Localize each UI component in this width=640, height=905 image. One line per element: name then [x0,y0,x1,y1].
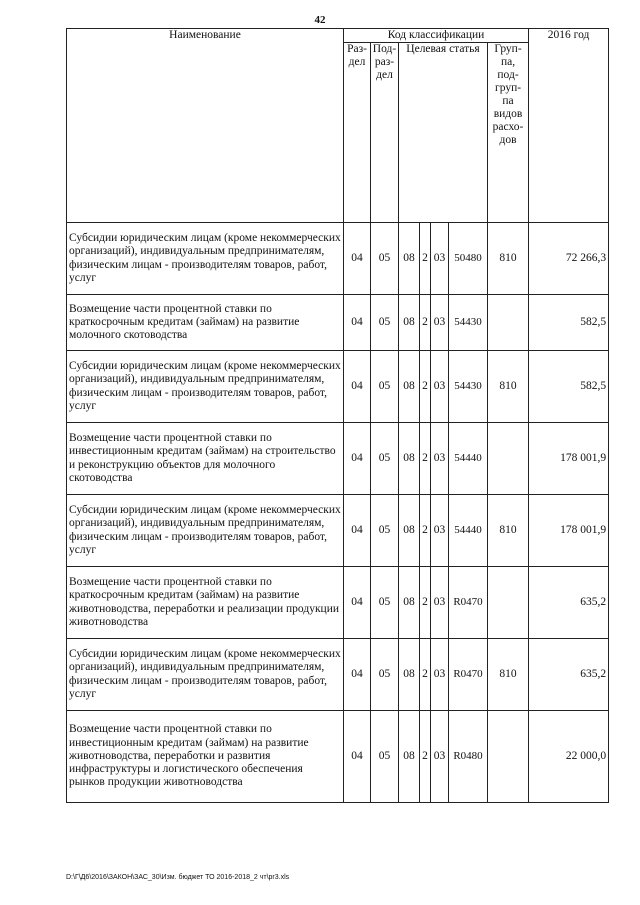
row-target-part4: 54430 [449,295,488,351]
table-row [67,223,609,295]
row-target-part2: 2 [420,223,431,295]
row-target-part3: 03 [431,639,449,711]
header-target: Целевая статья [399,43,488,223]
row-group: 810 [488,639,529,711]
header-group [488,43,529,223]
header-podrazdel-line: дел [376,69,393,81]
row-razdel: 04 [344,351,371,423]
row-target-part4: R0470 [449,639,488,711]
row-target-part1: 08 [399,567,420,639]
header-group-line: дов [499,134,517,146]
row-podrazdel: 05 [371,223,399,295]
row-podrazdel: 05 [371,639,399,711]
row-name: Субсидии юридическим лицам (кроме некоммерческих организаций), индивидуальным предпринимателям, физическим лицам - производителям товаров, работ, услуг [67,495,344,567]
row-amount: 582,5 [529,351,609,423]
header-razdel-lines [344,43,370,69]
row-target-part3: 03 [431,423,449,495]
row-group [488,567,529,639]
page-number: 42 [314,14,326,26]
table-row [67,423,609,495]
row-group [488,711,529,803]
row-name: Возмещение части процентной ставки по краткосрочным кредитам (займам) на развитие животноводства, переработки и реализации продукции животноводства [67,567,344,639]
row-name: Возмещение части процентной ставки по инвестиционным кредитам (займам) на развитие животноводства, переработки и развития инфраструктуры и логистического обеспечения рынков продукции животноводства [67,711,344,803]
row-name: Субсидии юридическим лицам (кроме некоммерческих организаций), индивидуальным предпринимателям, физическим лицам - производителям товаров, работ, услуг [67,351,344,423]
row-target-part3: 03 [431,223,449,295]
row-target-part3: 03 [431,351,449,423]
row-podrazdel: 05 [371,423,399,495]
row-target-part1: 08 [399,711,420,803]
row-name: Субсидии юридическим лицам (кроме некоммерческих организаций), индивидуальным предпринимателям, физическим лицам - производителям товаров, работ, услуг [67,223,344,295]
row-target-part2: 2 [420,711,431,803]
row-razdel: 04 [344,495,371,567]
table-row [67,639,609,711]
header-group-line: под- [497,69,519,81]
budget-table [66,28,609,803]
row-group [488,423,529,495]
row-amount: 582,5 [529,295,609,351]
header-group-lines [488,43,528,147]
row-podrazdel: 05 [371,495,399,567]
table-body [67,223,609,803]
row-amount: 22 000,0 [529,711,609,803]
row-group [488,295,529,351]
row-target-part2: 2 [420,495,431,567]
row-target-part2: 2 [420,295,431,351]
row-target-part4: 54440 [449,423,488,495]
header-year: 2016 год [529,29,609,223]
row-target-part4: 54430 [449,351,488,423]
row-podrazdel: 05 [371,351,399,423]
row-group: 810 [488,495,529,567]
header-group-line: расхо- [492,121,524,133]
table-row [67,567,609,639]
row-podrazdel: 05 [371,295,399,351]
row-podrazdel: 05 [371,711,399,803]
row-target-part1: 08 [399,423,420,495]
header-podrazdel-line: Под- [372,43,397,55]
header-row-top [67,29,609,43]
row-amount: 178 001,9 [529,495,609,567]
header-group-line: Груп- [494,43,522,55]
row-target-part3: 03 [431,567,449,639]
header-group-line: па, [500,56,516,68]
header-group-line: видов [493,108,523,120]
row-amount: 635,2 [529,567,609,639]
row-razdel: 04 [344,423,371,495]
row-target-part4: R0480 [449,711,488,803]
row-amount: 72 266,3 [529,223,609,295]
row-target-part3: 03 [431,495,449,567]
row-amount: 635,2 [529,639,609,711]
header-group-line: груп- [495,82,522,94]
row-name: Возмещение части процентной ставки по инвестиционным кредитам (займам) на строительство и реконструкцию объектов для молочного скотоводства [67,423,344,495]
header-razdel-line: дел [348,56,366,68]
header-code-group: Код классификации [344,29,529,43]
header-razdel [344,43,371,223]
header-name: Наименование [67,29,344,223]
table-row [67,351,609,423]
row-razdel: 04 [344,295,371,351]
row-target-part2: 2 [420,351,431,423]
row-razdel: 04 [344,567,371,639]
header-razdel-line: Раз- [347,43,367,55]
row-target-part4: R0470 [449,567,488,639]
row-target-part4: 54440 [449,495,488,567]
row-target-part2: 2 [420,423,431,495]
row-razdel: 04 [344,639,371,711]
row-amount: 178 001,9 [529,423,609,495]
header-podrazdel-line: раз- [374,56,395,68]
row-target-part4: 50480 [449,223,488,295]
header-podrazdel-lines [371,43,398,82]
row-target-part2: 2 [420,639,431,711]
row-target-part1: 08 [399,639,420,711]
header-group-line: па [502,95,514,107]
table-row [67,711,609,803]
table-row [67,295,609,351]
row-target-part3: 03 [431,295,449,351]
row-target-part2: 2 [420,567,431,639]
row-name: Возмещение части процентной ставки по краткосрочным кредитам (займам) на развитие молочного скотоводства [67,295,344,351]
row-target-part1: 08 [399,223,420,295]
row-target-part1: 08 [399,351,420,423]
header-podrazdel [371,43,399,223]
row-razdel: 04 [344,223,371,295]
row-target-part3: 03 [431,711,449,803]
row-group: 810 [488,223,529,295]
row-target-part1: 08 [399,295,420,351]
row-podrazdel: 05 [371,567,399,639]
row-target-part1: 08 [399,495,420,567]
table-row [67,495,609,567]
row-name: Субсидии юридическим лицам (кроме некоммерческих организаций), индивидуальным предпринимателям, физическим лицам - производителям товаров, работ, услуг [67,639,344,711]
file-path: D:\Г\Д6\2016\ЗАКОН\ЗАС_30\Изм. бюджет ТО 2016-2018_2 чт\pr3.xls [66,874,290,881]
row-group: 810 [488,351,529,423]
row-razdel: 04 [344,711,371,803]
